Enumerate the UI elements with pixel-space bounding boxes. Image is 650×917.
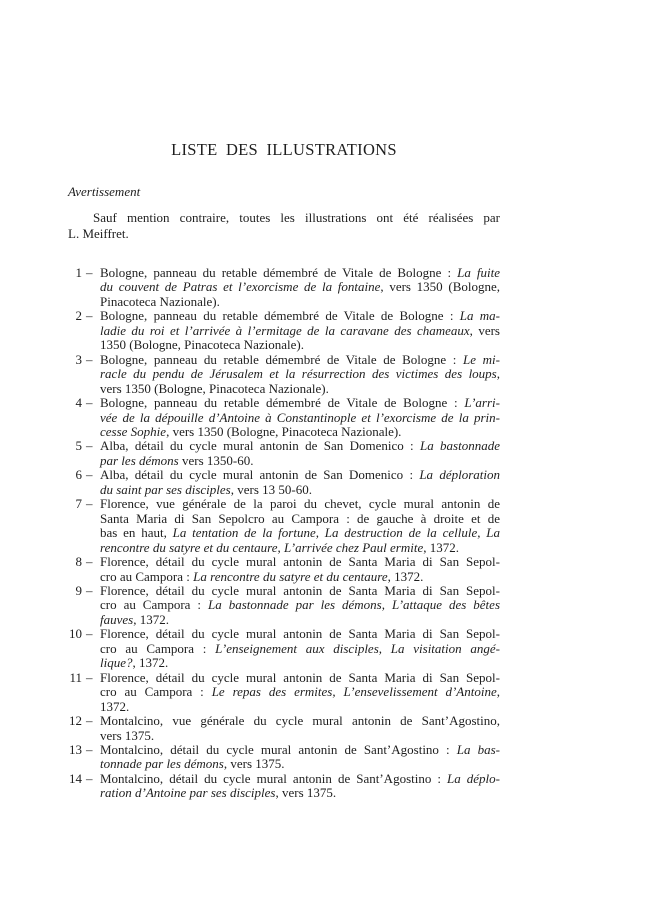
caption-text: , vers 1375. — [275, 785, 337, 801]
item-line — [100, 468, 500, 482]
artwork-title: du couvent de Patras et l’exorcisme de la fontaine — [100, 279, 381, 295]
item-line — [100, 497, 500, 511]
caption-text: , vers — [469, 322, 500, 338]
caption-text: Alba, détail du cycle mural antonin de San Domenico : — [100, 467, 420, 483]
item-dash: – — [86, 669, 93, 685]
item-line — [100, 613, 500, 627]
item-number: 2 — [75, 308, 82, 324]
caption-text: Bologne, panneau du retable démembré de Vitale de Bologne : — [100, 265, 458, 280]
item-line — [100, 526, 500, 540]
item-line — [100, 729, 500, 743]
item-number: 4 — [75, 395, 82, 411]
item-line — [100, 555, 500, 569]
illustration-item — [68, 772, 500, 801]
artwork-title: La tentation de la fortune, La destruction de la cellule, La — [172, 525, 500, 541]
artwork-title: La ma- — [459, 308, 500, 324]
caption-text: vers 1350-60. — [178, 452, 254, 468]
illustration-item — [68, 743, 500, 772]
item-line — [100, 483, 500, 497]
artwork-title: La bas- — [456, 741, 500, 757]
item-number: 5 — [75, 438, 82, 454]
illustration-item — [68, 584, 500, 627]
notice-paragraph — [68, 210, 500, 242]
item-dash: – — [86, 395, 93, 411]
illustration-item — [68, 396, 500, 439]
caption-text: bas en haut, — [100, 525, 173, 541]
artwork-title: tonnade par les démons — [100, 756, 224, 772]
illustrations-list — [68, 266, 500, 801]
item-line — [100, 584, 500, 598]
artwork-title: rencontre du satyre et du centaure, L’arrivée chez Paul ermite — [100, 539, 424, 555]
item-number: 3 — [75, 351, 82, 367]
item-number: 10 — [69, 626, 82, 642]
caption-text: Pinacoteca Nazionale). — [100, 293, 220, 309]
item-line — [100, 324, 500, 338]
caption-text: Florence, vue générale de la paroi du chevet, cycle mural antonin de — [100, 496, 500, 512]
item-line — [100, 772, 500, 786]
item-line — [100, 627, 500, 641]
item-dash: – — [86, 582, 93, 598]
item-dash: – — [86, 741, 93, 757]
item-line — [100, 570, 500, 584]
caption-text: Florence, détail du cycle mural antonin de Santa Maria di San Sepol- — [100, 669, 500, 685]
item-line — [100, 382, 500, 396]
item-dash: – — [86, 770, 93, 786]
item-number: 9 — [75, 582, 82, 598]
item-number: 6 — [75, 467, 82, 483]
artwork-title: lique? — [100, 655, 133, 671]
artwork-title: La rencontre du satyre et du centaure — [193, 568, 388, 584]
item-line — [100, 280, 500, 294]
item-dash: – — [86, 496, 93, 512]
item-line — [100, 266, 500, 280]
caption-text: Montalcino, détail du cycle mural antonin de Sant’Agostino : — [100, 770, 448, 786]
item-dash: – — [86, 308, 93, 324]
item-number: 7 — [75, 496, 82, 512]
caption-text: 1350 (Bologne, Pinacoteca Nazionale). — [100, 337, 304, 353]
item-line — [100, 671, 500, 685]
item-line — [100, 367, 500, 381]
caption-text: cro au Campora : — [100, 640, 216, 656]
caption-text: vers 1350 (Bologne, Pinacoteca Nazionale). — [100, 380, 329, 396]
artwork-title: cesse Sophie — [100, 423, 167, 439]
item-number: 1 — [75, 265, 82, 280]
item-dash: – — [86, 438, 93, 454]
item-line — [100, 512, 500, 526]
caption-text: cro au Campora : — [100, 597, 208, 613]
item-line — [100, 714, 500, 728]
item-dash: – — [86, 351, 93, 367]
item-line — [100, 598, 500, 612]
caption-text: , 1372. — [132, 655, 169, 671]
item-line — [100, 541, 500, 555]
caption-text: Florence, détail du cycle mural antonin de Santa Maria di San Sepol- — [100, 626, 500, 642]
illustration-item — [68, 266, 500, 309]
illustration-item — [68, 309, 500, 352]
illustration-item — [68, 353, 500, 396]
caption-text: Bologne, panneau du retable démembré de Vitale de Bologne : — [100, 395, 465, 411]
item-line — [100, 757, 500, 771]
caption-text: , vers 1350 (Bologne, — [380, 279, 500, 295]
item-line — [100, 700, 500, 714]
artwork-title: Le mi- — [463, 351, 500, 367]
artwork-title: ladie du roi et l’arrivée à l’ermitage de la caravane des chameaux — [100, 322, 470, 338]
caption-text: Montalcino, détail du cycle mural antonin de Sant’Agostino : — [100, 741, 457, 757]
artwork-title: vée de la dépouille d’Antoine à Constantinople et l’exorcisme de la prin- — [100, 409, 500, 425]
item-line — [100, 656, 500, 670]
illustration-item — [68, 439, 500, 468]
caption-text: 1372. — [100, 698, 130, 714]
item-line — [100, 642, 500, 656]
notice-heading: Avertissement — [68, 184, 141, 199]
artwork-title: par les démons — [100, 452, 179, 468]
notice-line: L. Meiffret. — [68, 226, 129, 241]
artwork-title: racle du pendu de Jérusalem et la résurrection des victimes des loups — [100, 366, 497, 382]
caption-text: Bologne, panneau du retable démembré de Vitale de Bologne : — [100, 308, 460, 324]
item-line — [100, 786, 500, 800]
illustration-item — [68, 468, 500, 497]
artwork-title: fauves — [100, 611, 134, 627]
artwork-title: La bastonnade — [420, 438, 501, 454]
artwork-title: La déploration — [419, 467, 500, 483]
item-line — [100, 439, 500, 453]
artwork-title: La fuite — [457, 265, 500, 280]
item-line — [100, 338, 500, 352]
artwork-title: du saint par ses disciples — [100, 481, 231, 497]
item-line — [100, 353, 500, 367]
item-number: 14 — [69, 770, 82, 786]
item-line — [100, 425, 500, 439]
caption-text: Bologne, panneau du retable démembré de Vitale de Bologne : — [100, 351, 464, 367]
caption-text: , 1372. — [423, 539, 459, 555]
item-line — [100, 454, 500, 468]
caption-text: cro au Campora : — [100, 684, 212, 700]
caption-text: Montalcino, vue générale du cycle mural antonin de Sant’Agostino, — [100, 713, 500, 729]
item-dash: – — [86, 626, 93, 642]
item-number: 11 — [69, 669, 82, 685]
illustration-item — [68, 627, 500, 670]
caption-text: Florence, détail du cycle mural antonin de Santa Maria di San Sepol- — [100, 582, 500, 598]
illustration-item — [68, 714, 500, 743]
caption-text: cro au Campora : — [100, 568, 194, 584]
illustration-item — [68, 671, 500, 714]
caption-text: , vers 1350 (Bologne, Pinacoteca Nazionale). — [166, 423, 402, 439]
artwork-title: La déplo- — [447, 770, 500, 786]
artwork-title: L’arri- — [464, 395, 500, 411]
item-line — [100, 309, 500, 323]
item-line — [100, 411, 500, 425]
item-number: 12 — [69, 713, 82, 729]
caption-text: , 1372. — [387, 568, 424, 584]
artwork-title: Le repas des ermites, L’ensevelissement d’Antoine — [211, 684, 497, 700]
item-dash: – — [86, 713, 93, 729]
item-dash: – — [86, 467, 93, 483]
caption-text: Alba, détail du cycle mural antonin de San Domenico : — [100, 438, 420, 454]
item-dash: – — [86, 554, 93, 570]
page-title: LISTE DES ILLUSTRATIONS — [171, 140, 397, 159]
caption-text: , — [496, 366, 500, 382]
illustration-item — [68, 555, 500, 584]
illustration-item — [68, 497, 500, 555]
caption-text: Florence, détail du cycle mural antonin de Santa Maria di San Sepol- — [100, 554, 500, 570]
caption-text: vers 1375. — [100, 727, 155, 743]
item-line — [100, 685, 500, 699]
artwork-title: ration d’Antoine par ses disciples — [100, 785, 276, 801]
item-number: 8 — [75, 554, 82, 570]
item-line — [100, 743, 500, 757]
item-number: 13 — [69, 741, 82, 757]
caption-text: , vers 1375. — [223, 756, 285, 772]
notice-line: Sauf mention contraire, toutes les illustrations ont été réalisées par — [93, 210, 500, 225]
item-dash: – — [86, 265, 93, 280]
item-line — [100, 396, 500, 410]
artwork-title: La bastonnade par les démons, L’attaque des bêtes — [208, 597, 500, 613]
artwork-title: L’enseignement aux disciples, La visitation angé- — [215, 640, 500, 656]
item-line — [100, 295, 500, 309]
caption-text: , — [496, 684, 500, 700]
caption-text: , vers 13 50-60. — [230, 481, 312, 497]
caption-text: Santa Maria di San Sepolcro au Campora : de gauche à droite et de — [100, 510, 500, 526]
caption-text: , 1372. — [133, 611, 169, 627]
